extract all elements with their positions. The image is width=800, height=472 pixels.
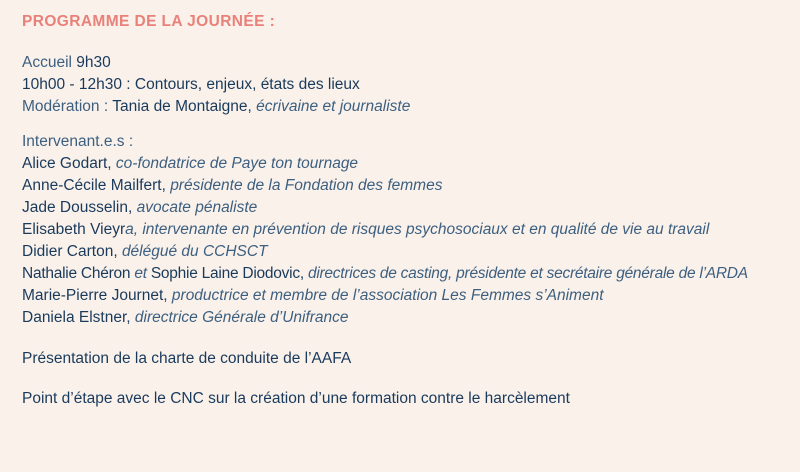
speaker-item: Anne-Cécile Mailfert, présidente de la Fondation des femmes — [22, 177, 443, 194]
accueil-time: 9h30 — [76, 54, 111, 71]
speaker-name: Jade Dousselin — [22, 199, 128, 216]
speaker-name-2: Sophie Laine Diodovic — [150, 265, 300, 282]
moderator-role: écrivaine et journaliste — [256, 98, 411, 115]
speaker-role: a, intervenante en prévention de risques psychosociaux et en qualité de vie au travail — [125, 221, 710, 238]
speaker-role: directrice Générale d’Unifrance — [134, 309, 349, 326]
speaker-role: présidente de la Fondation des femmes — [170, 177, 443, 194]
moderation-label: Modération : — [22, 98, 109, 115]
speaker-name: Anne-Cécile Mailfert — [22, 177, 162, 194]
moderation-line: Modération : Tania de Montaigne, écrivaine et journaliste — [22, 98, 411, 115]
speaker-name: Alice Godart — [22, 155, 108, 172]
moderator-name: Tania de Montaigne — [112, 98, 248, 115]
speaker-item — [22, 219, 800, 241]
cnc-item: Point d’étape avec le CNC sur la création d’une formation contre le harcèlement — [22, 390, 570, 407]
accueil-line — [22, 52, 800, 74]
speaker-connector: et — [134, 265, 147, 282]
speaker-item: Didier Carton, délégué du CCHSCT — [22, 243, 268, 260]
speaker-role: avocate pénaliste — [136, 199, 258, 216]
speakers-list — [22, 153, 800, 329]
speaker-name: Elisabeth Vieyr — [22, 221, 126, 238]
speaker-item: Nathalie Chéron et Sophie Laine Diodovic, directrices de casting, présidente et secrétaire générale de l’ARDA — [22, 265, 748, 282]
speaker-role: directrices de casting, présidente et secrétaire générale de l’ARDA — [307, 265, 748, 282]
programme-title: PROGRAMME DE LA JOURNÉE : — [22, 13, 276, 30]
speaker-role: productrice et membre de l’association Les Femmes s’Animent — [171, 287, 604, 304]
speaker-item: Jade Dousselin, avocate pénaliste — [22, 199, 258, 216]
speaker-item: Alice Godart, co-fondatrice de Paye ton tournage — [22, 155, 359, 172]
accueil-label: Accueil — [22, 54, 72, 71]
speaker-name: Marie-Pierre Journet — [22, 287, 164, 304]
speaker-item: Marie-Pierre Journet, productrice et membre de l’association Les Femmes s’Animent — [22, 287, 604, 304]
speaker-name: Didier Carton — [22, 243, 114, 260]
speaker-name: Daniela Elstner — [22, 309, 127, 326]
speaker-item: Daniela Elstner, directrice Générale d’Unifrance — [22, 309, 349, 326]
charte-item: Présentation de la charte de conduite de l’AAFA — [22, 350, 352, 367]
speaker-role: co-fondatrice de Paye ton tournage — [115, 155, 359, 172]
speaker-role: délégué du CCHSCT — [121, 243, 268, 260]
speaker-name: Nathalie Chéron — [22, 265, 131, 282]
speakers-heading: Intervenant.e.s : — [22, 133, 134, 150]
session-line: 10h00 - 12h30 : Contours, enjeux, états des lieux — [22, 76, 360, 93]
